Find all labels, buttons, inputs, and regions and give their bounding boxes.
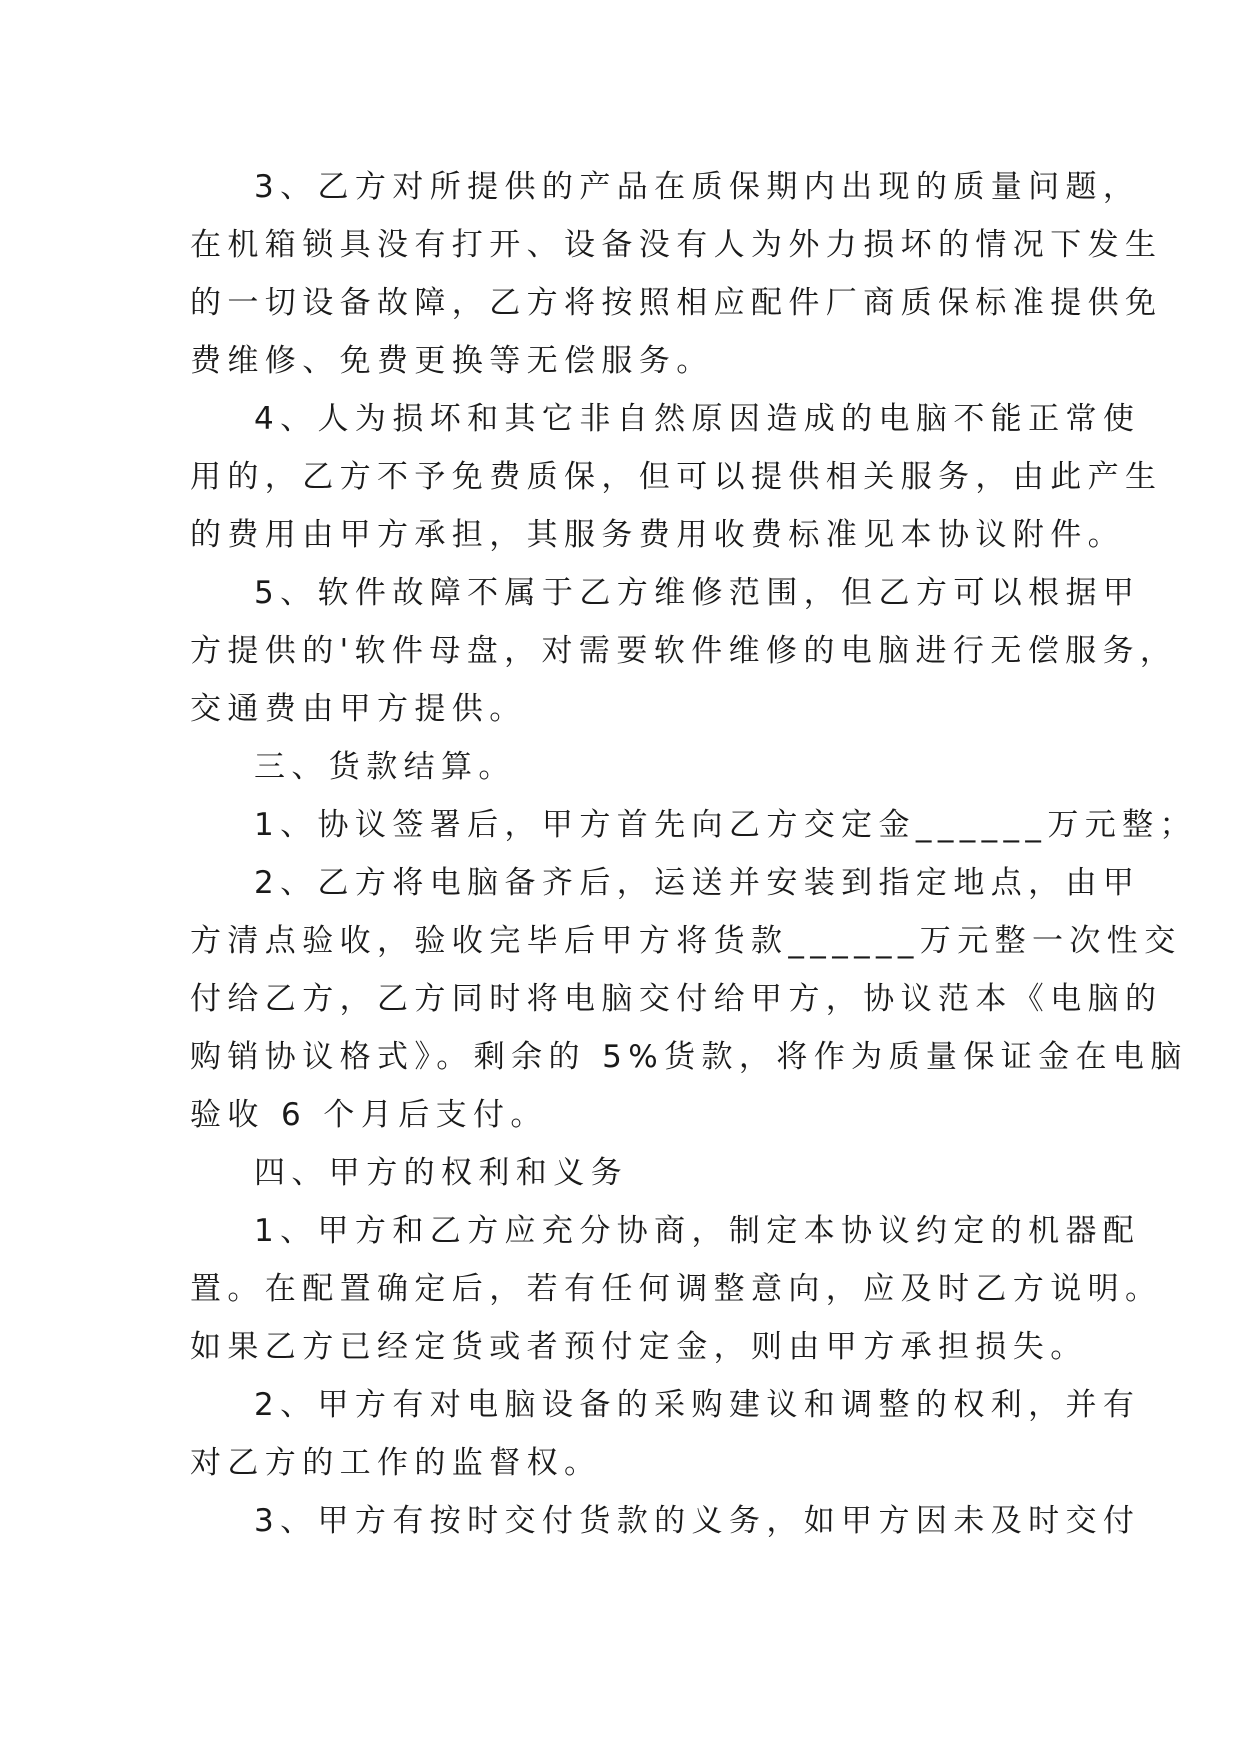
document-body	[190, 158, 1197, 1550]
paragraph-line: 2、甲方有对电脑设备的采购建议和调整的权利，并有	[254, 1387, 1141, 1423]
paragraph-line: 3、甲方有按时交付货款的义务，如甲方因未及时交付	[254, 1503, 1141, 1539]
paragraph-line: 方提供的'软件母盘，对需要软件维修的电脑进行无偿服务，	[190, 633, 1178, 669]
paragraph-line: 1、甲方和乙方应充分协商，制定本协议约定的机器配	[254, 1213, 1141, 1249]
paragraph-line: 的一切设备故障，乙方将按照相应配件厂商质保标准提供免	[190, 285, 1163, 321]
paragraph-line: 交通费由甲方提供。	[190, 691, 527, 727]
paragraph-line: 费维修、免费更换等无偿服务。	[190, 343, 714, 379]
section-heading: 四、甲方的权利和义务	[254, 1155, 628, 1191]
paragraph-line: 2、乙方将电脑备齐后，运送并安装到指定地点，由甲	[254, 865, 1141, 901]
paragraph-line: 对乙方的工作的监督权。	[190, 1445, 602, 1481]
paragraph-line: 5、软件故障不属于乙方维修范围，但乙方可以根据甲	[254, 575, 1141, 611]
paragraph-line: 的费用由甲方承担，其服务费用收费标准见本协议附件。	[190, 517, 1125, 553]
paragraph-line: 1、协议签署后，甲方首先向乙方交定金______万元整；	[254, 807, 1197, 843]
paragraph-line: 购销协议格式》。剩余的 5%货款，将作为质量保证金在电脑	[190, 1039, 1188, 1075]
section-heading: 三、货款结算。	[254, 749, 516, 785]
paragraph-line: 用的，乙方不予免费质保，但可以提供相关服务，由此产生	[190, 459, 1163, 495]
paragraph-line: 付给乙方，乙方同时将电脑交付给甲方，协议范本《电脑的	[190, 981, 1163, 1017]
paragraph-line: 4、人为损坏和其它非自然原因造成的电脑不能正常使	[254, 401, 1141, 437]
paragraph-line: 如果乙方已经定货或者预付定金，则由甲方承担损失。	[190, 1329, 1088, 1365]
paragraph-line: 方清点验收，验收完毕后甲方将货款______万元整一次性交	[190, 923, 1182, 959]
paragraph-line: 验收 6 个月后支付。	[190, 1097, 548, 1133]
paragraph-line: 置。在配置确定后，若有任何调整意向，应及时乙方说明。	[190, 1271, 1163, 1307]
paragraph-line: 在机箱锁具没有打开、设备没有人为外力损坏的情况下发生	[190, 227, 1163, 263]
paragraph-line: 3、乙方对所提供的产品在质保期内出现的质量问题，	[254, 169, 1141, 205]
